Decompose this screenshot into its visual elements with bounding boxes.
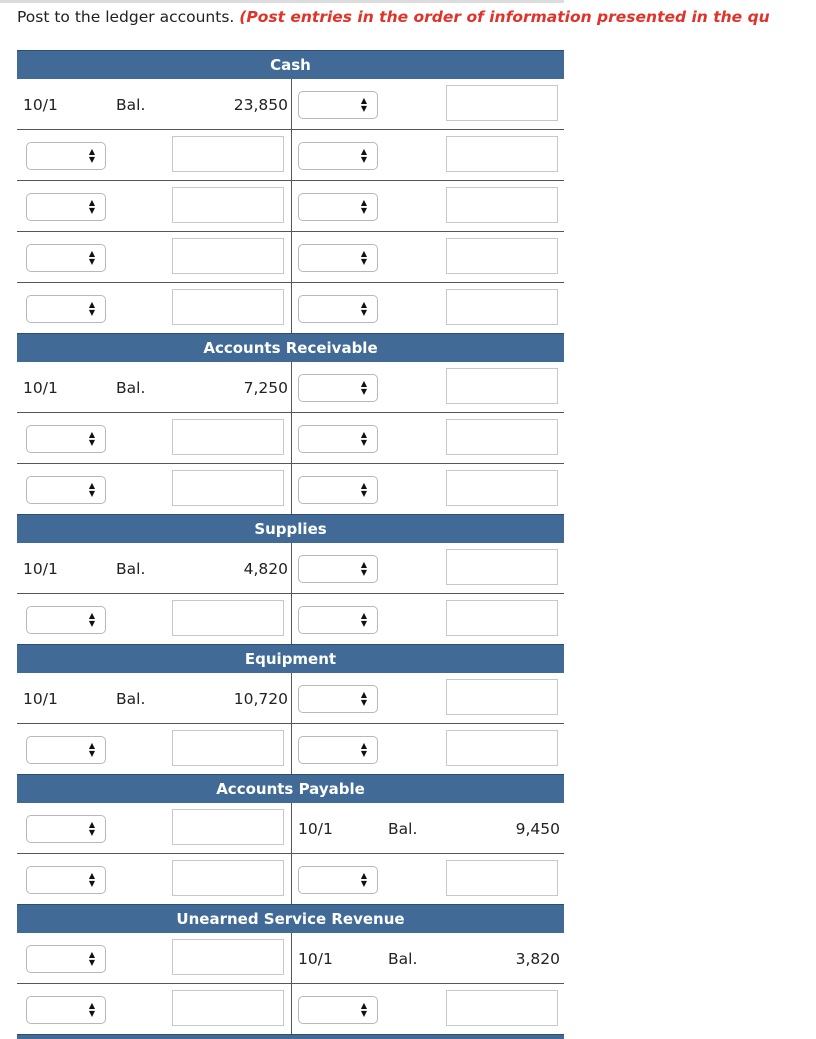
instruction-text: [17, 8, 770, 26]
debit-balance-amount: 10,720: [233, 690, 288, 708]
ledger-row: [17, 130, 564, 181]
debit-amount-input[interactable]: [172, 419, 284, 455]
up-down-arrows-icon: ▲ ▼: [360, 147, 367, 164]
debit-amount-input[interactable]: [172, 187, 284, 223]
debit-amount-input[interactable]: [172, 990, 284, 1026]
ledger-row: [17, 362, 564, 413]
ledger-row: [17, 594, 564, 644]
debit-balance-date: 10/1: [23, 96, 58, 114]
debit-balance-amount: 4,820: [243, 560, 288, 578]
debit-balance-date: 10/1: [23, 379, 58, 397]
credit-date-select[interactable]: [298, 866, 378, 894]
credit-amount-input[interactable]: [446, 600, 558, 636]
debit-date-select[interactable]: [26, 193, 106, 221]
instruction-emphasis: (Post entries in the order of information presented in the qu: [239, 8, 770, 26]
up-down-arrows-icon: ▲ ▼: [360, 560, 367, 577]
ledger-row: [17, 933, 564, 984]
debit-balance-date: 10/1: [23, 560, 58, 578]
account-header-equipment: Equipment: [17, 644, 564, 673]
debit-amount-input[interactable]: [172, 238, 284, 274]
instruction-plain: Post to the ledger accounts.: [17, 8, 240, 26]
credit-balance-label: Bal.: [388, 950, 418, 968]
credit-date-select[interactable]: [298, 193, 378, 221]
credit-date-select[interactable]: [298, 685, 378, 713]
top-divider: [0, 0, 564, 3]
credit-amount-input[interactable]: [446, 549, 558, 585]
ledger-row: [17, 854, 564, 904]
up-down-arrows-icon: ▲ ▼: [360, 1001, 367, 1018]
debit-date-select[interactable]: [26, 945, 106, 973]
credit-amount-input[interactable]: [446, 990, 558, 1026]
account-header-accounts-receivable: Accounts Receivable: [17, 333, 564, 362]
up-down-arrows-icon: ▲ ▼: [88, 820, 95, 837]
up-down-arrows-icon: ▲ ▼: [88, 741, 95, 758]
up-down-arrows-icon: ▲ ▼: [360, 379, 367, 396]
next-account-header-edge: [17, 1034, 564, 1039]
up-down-arrows-icon: ▲ ▼: [360, 690, 367, 707]
up-down-arrows-icon: ▲ ▼: [360, 871, 367, 888]
account-header-cash: Cash: [17, 50, 564, 79]
up-down-arrows-icon: ▲ ▼: [88, 430, 95, 447]
up-down-arrows-icon: ▲ ▼: [88, 950, 95, 967]
up-down-arrows-icon: ▲ ▼: [360, 96, 367, 113]
ledger-row: [17, 413, 564, 464]
credit-amount-input[interactable]: [446, 187, 558, 223]
up-down-arrows-icon: ▲ ▼: [88, 871, 95, 888]
debit-amount-input[interactable]: [172, 939, 284, 975]
credit-amount-input[interactable]: [446, 419, 558, 455]
credit-balance-amount: 9,450: [515, 820, 560, 838]
up-down-arrows-icon: ▲ ▼: [360, 481, 367, 498]
credit-date-select[interactable]: [298, 996, 378, 1024]
credit-date-select[interactable]: [298, 91, 378, 119]
account-header-accounts-payable: Accounts Payable: [17, 774, 564, 803]
credit-amount-input[interactable]: [446, 136, 558, 172]
debit-balance-label: Bal.: [116, 690, 146, 708]
ledger-row: [17, 464, 564, 514]
debit-balance-label: Bal.: [116, 379, 146, 397]
debit-balance-label: Bal.: [116, 96, 146, 114]
up-down-arrows-icon: ▲ ▼: [88, 198, 95, 215]
ledger-row: [17, 673, 564, 724]
credit-date-select[interactable]: [298, 374, 378, 402]
credit-date-select[interactable]: [298, 142, 378, 170]
credit-date-select[interactable]: [298, 606, 378, 634]
credit-amount-input[interactable]: [446, 85, 558, 121]
credit-date-select[interactable]: [298, 244, 378, 272]
debit-date-select[interactable]: [26, 736, 106, 764]
credit-amount-input[interactable]: [446, 730, 558, 766]
up-down-arrows-icon: ▲ ▼: [88, 147, 95, 164]
up-down-arrows-icon: ▲ ▼: [88, 300, 95, 317]
debit-balance-amount: 7,250: [243, 379, 288, 397]
debit-date-select[interactable]: [26, 295, 106, 323]
debit-amount-input[interactable]: [172, 289, 284, 325]
ledger-row: [17, 181, 564, 232]
credit-date-select[interactable]: [298, 476, 378, 504]
credit-balance-amount: 3,820: [515, 950, 560, 968]
ledger-row: [17, 984, 564, 1034]
credit-amount-input[interactable]: [446, 238, 558, 274]
credit-balance-label: Bal.: [388, 820, 418, 838]
credit-amount-input[interactable]: [446, 679, 558, 715]
credit-date-select[interactable]: [298, 736, 378, 764]
ledger-accounts: [17, 50, 564, 1039]
credit-amount-input[interactable]: [446, 470, 558, 506]
debit-date-select[interactable]: [26, 142, 106, 170]
credit-date-select[interactable]: [298, 425, 378, 453]
debit-balance-date: 10/1: [23, 690, 58, 708]
credit-date-select[interactable]: [298, 555, 378, 583]
up-down-arrows-icon: ▲ ▼: [360, 249, 367, 266]
ledger-row: [17, 803, 564, 854]
debit-balance-amount: 23,850: [233, 96, 288, 114]
account-header-unearned-service-revenue: Unearned Service Revenue: [17, 904, 564, 933]
up-down-arrows-icon: ▲ ▼: [360, 741, 367, 758]
ledger-row: [17, 79, 564, 130]
debit-date-select[interactable]: [26, 425, 106, 453]
credit-amount-input[interactable]: [446, 368, 558, 404]
credit-amount-input[interactable]: [446, 289, 558, 325]
up-down-arrows-icon: ▲ ▼: [360, 430, 367, 447]
debit-balance-label: Bal.: [116, 560, 146, 578]
up-down-arrows-icon: ▲ ▼: [360, 300, 367, 317]
up-down-arrows-icon: ▲ ▼: [88, 481, 95, 498]
up-down-arrows-icon: ▲ ▼: [88, 611, 95, 628]
debit-date-select[interactable]: [26, 606, 106, 634]
up-down-arrows-icon: ▲ ▼: [88, 249, 95, 266]
account-header-supplies: Supplies: [17, 514, 564, 543]
up-down-arrows-icon: ▲ ▼: [360, 198, 367, 215]
debit-amount-input[interactable]: [172, 600, 284, 636]
ledger-row: [17, 543, 564, 594]
credit-amount-input[interactable]: [446, 860, 558, 896]
debit-amount-input[interactable]: [172, 809, 284, 845]
debit-date-select[interactable]: [26, 866, 106, 894]
debit-date-select[interactable]: [26, 815, 106, 843]
debit-date-select[interactable]: [26, 244, 106, 272]
debit-amount-input[interactable]: [172, 730, 284, 766]
debit-date-select[interactable]: [26, 476, 106, 504]
debit-amount-input[interactable]: [172, 470, 284, 506]
ledger-row: [17, 283, 564, 333]
credit-balance-date: 10/1: [298, 950, 333, 968]
debit-amount-input[interactable]: [172, 136, 284, 172]
up-down-arrows-icon: ▲ ▼: [360, 611, 367, 628]
debit-date-select[interactable]: [26, 996, 106, 1024]
credit-balance-date: 10/1: [298, 820, 333, 838]
debit-amount-input[interactable]: [172, 860, 284, 896]
up-down-arrows-icon: ▲ ▼: [88, 1001, 95, 1018]
credit-date-select[interactable]: [298, 295, 378, 323]
ledger-row: [17, 232, 564, 283]
ledger-row: [17, 724, 564, 774]
